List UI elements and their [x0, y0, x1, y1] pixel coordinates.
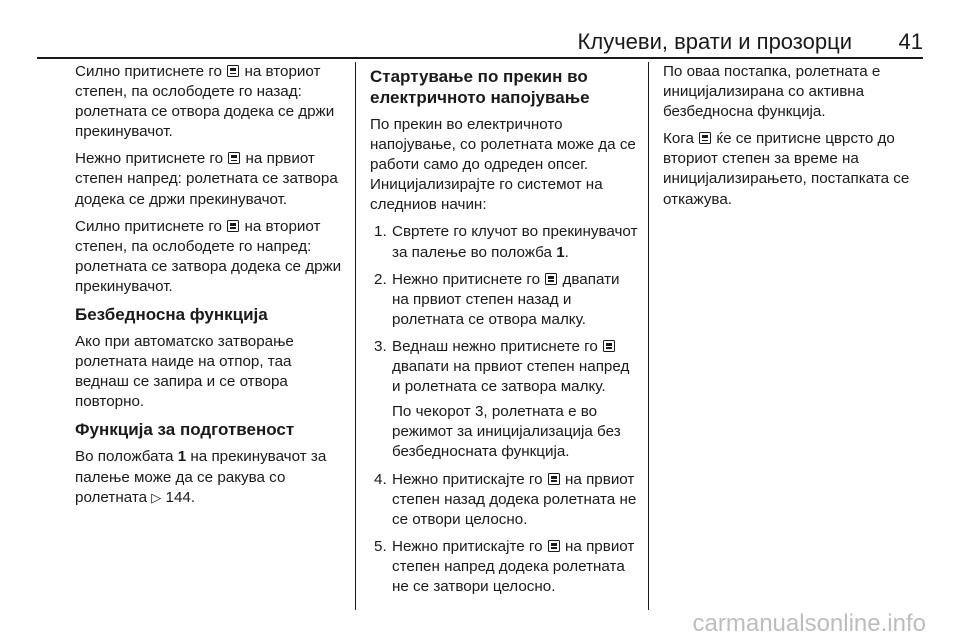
sunroof-switch-icon [548, 540, 560, 552]
paragraph-strong-press-close: Силно притиснете го на вториот степен, па ослободете го напред: ролетната се затвора додека се држи прекинувачот. [75, 217, 342, 295]
sunroof-switch-icon [227, 65, 239, 77]
sunroof-switch-icon [545, 273, 557, 285]
paragraph-cancel: Кога ќе се притисне цврсто до вториот степен за време на иницијализирањето, постапката се откажува. [663, 130, 910, 208]
header-divider [37, 57, 923, 59]
paragraph-gentle-press-close: Нежно притиснете го на првиот степен напред: ролетната се затвора додека се држи прекинувачот. [75, 150, 338, 208]
sunroof-switch-icon [699, 132, 711, 144]
column-divider-2 [648, 62, 649, 610]
column-3 [663, 62, 925, 217]
page-reference-link[interactable]: 144. [165, 488, 196, 506]
heading-power-interruption: Стартување по прекин во електричното напојување [370, 67, 590, 107]
initialization-steps [370, 222, 638, 597]
step-note: По чекорот 3, ролетната е во режимот за иницијализација без безбедносната функција. [392, 403, 621, 461]
page-title: Клучеви, врати и прозорци [577, 29, 852, 54]
list-item: 4. Нежно притискајте го на првиот степен назад додека ролетната не се отвори целосно. [374, 470, 637, 528]
list-item: 3. Веднаш нежно притиснете го двапати на првиот степен напред и ролетната се затвора малку. По чекорот 3, ролетната е во режимот за иницијализација без безбедносната функција. [370, 337, 638, 463]
watermark: carmanualsonline.info [692, 610, 926, 637]
list-item: 5. Нежно притискајте го на првиот степен напред додека ролетната не се затвори целосно. [374, 537, 635, 595]
heading-standby-function: Функција за подготвеност [75, 420, 295, 440]
paragraph-standby-function: Во положбата 1 на прекинувачот за палење може да се ракува со ролетната ▷ 144. [75, 448, 327, 506]
column-1 [75, 62, 345, 515]
sunroof-switch-icon [228, 152, 240, 164]
sunroof-switch-icon [227, 220, 239, 232]
column-divider-1 [355, 62, 356, 610]
heading-safety-function: Безбедносна функција [75, 305, 268, 325]
page-number: 41 [898, 29, 923, 54]
list-item: 2. Нежно притиснете го двапати на првиот степен назад и ролетната се отвора малку. [374, 270, 620, 328]
column-2 [370, 62, 638, 604]
sunroof-switch-icon [548, 473, 560, 485]
page-reference-icon[interactable]: ▷ [151, 489, 162, 505]
list-item: 1. Свртете го клучот во прекинувачот за палење во положба 1. [374, 223, 638, 261]
paragraph-safety-function: Ако при автоматско затворање ролетната наиде на отпор, таа веднаш се запира и се отвора повторно. [75, 333, 294, 411]
paragraph-strong-press-open: Силно притиснете го на вториот степен, па ослободете го назад: ролетната се отвора додека се држи прекинувачот. [75, 63, 335, 141]
sunroof-switch-icon [603, 340, 615, 352]
paragraph-initialized: По оваа постапка, ролетната е иницијализирана со активна безбедносна функција. [663, 63, 881, 121]
paragraph-power-intro: По прекин во електричното напојување, со ролетната може да се работи само до одреден опсег. Иницијализирајте го системот на следниов начин: [370, 116, 636, 214]
